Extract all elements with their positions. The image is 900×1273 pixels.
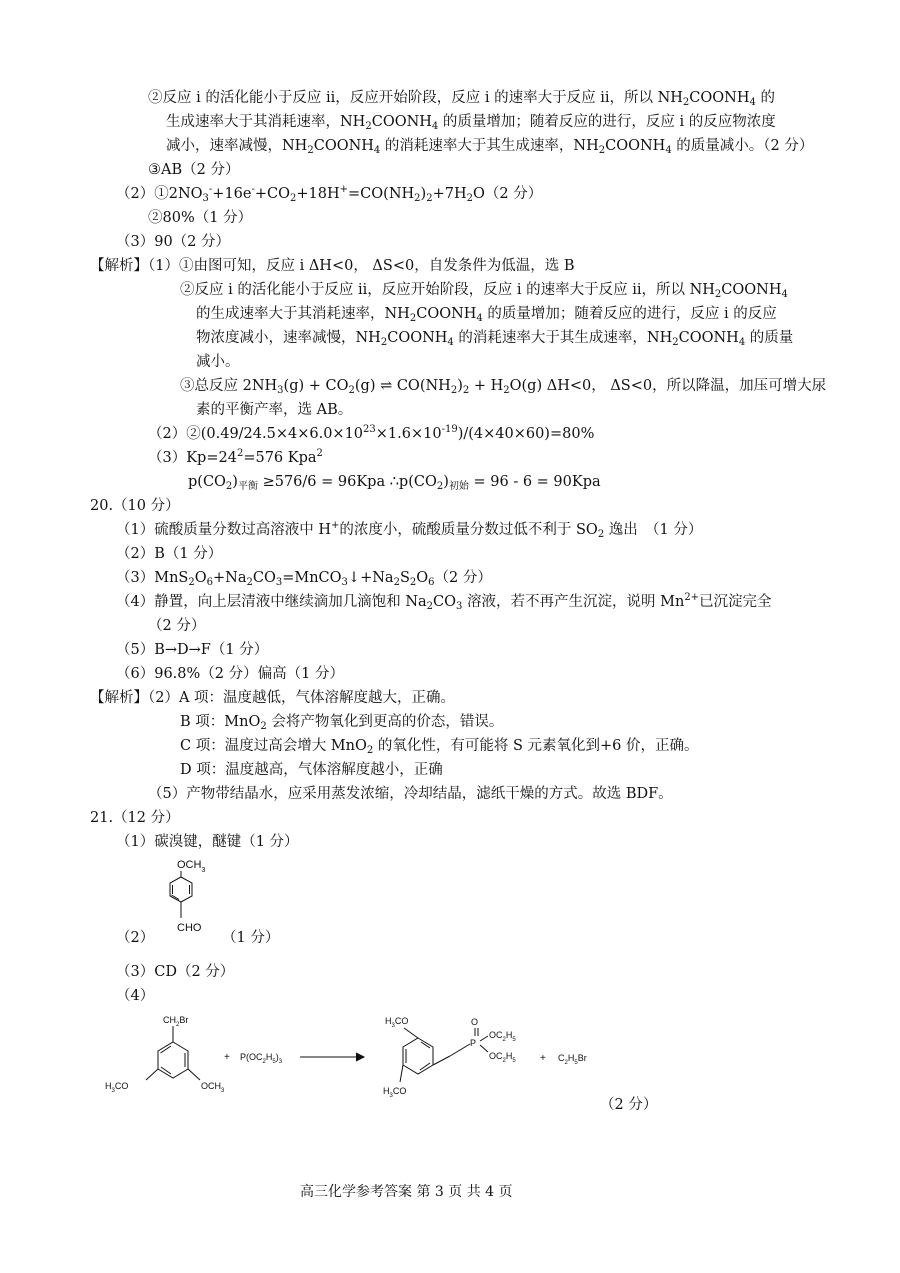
- text-line: 21.（12 分）: [90, 810, 180, 826]
- ethoxy-lower-label: $OC_2H_5$: [489, 1051, 516, 1064]
- text-line: $(2)①2NO_3^-+16e^-+CO_2+18H^+=CO(NH_2)_2+7H_2O(2$ 分）: [116, 184, 543, 204]
- text-line: （2 分）: [600, 1097, 658, 1113]
- benzyl-bromide-label: $CH_2Br$: [163, 1015, 189, 1028]
- product-methoxy-lower-label: $H_3CO$: [383, 1086, 407, 1099]
- text-line: 减小，速率减慢，$NH_2COONH_4$ 的消耗速率大于其生成速率，$NH_2COONH_4$ 的质量减小。（2 分）: [166, 138, 814, 156]
- text-line: （2）B（1 分）: [116, 546, 223, 562]
- ethyl-bromide-label: $C_2H_5Br$: [558, 1053, 587, 1066]
- text-line: （2）: [116, 930, 155, 946]
- text-line: $(2)②(0.49/24.5\times 4\times 6.0\times 10^{23}\times 1.6\times 10^{-19})/(4\times 40\times 60)=80\%$: [148, 424, 595, 442]
- reaction-scheme: [100, 1008, 600, 1114]
- plus-sign: +: [224, 1052, 230, 1063]
- text-line: （5）产物带结晶水，应采用蒸发浓缩，冷却结晶，滤纸干燥的方式。故选 BDF。: [148, 786, 673, 802]
- text-line: （1）碳溴键，醚键（1 分）: [116, 834, 299, 850]
- text-line: ③总反应 $2NH_3(g) + CO_2(g)$ ⇌ $CO(NH_2)_2 + H_2O(g)$ ΔH<0， ΔS<0，所以降温，加压可增大尿: [180, 378, 827, 396]
- triethyl-phosphite-label: $P(OC_2H_5)_3$: [240, 1052, 283, 1065]
- text-line: $p(CO_2)_{平衡} \ge 576/6 = 96Kpa$ $\therefore p(CO_2)_{初始} = 96 - 6 = 90Kpa$: [188, 474, 601, 492]
- text-line: 生成速率大于其消耗速率，$NH_2COONH_4$ 的质量增加；随着反应的进行，反应 i 的反应物浓度: [166, 114, 776, 132]
- text-line: （2 分）: [148, 618, 206, 634]
- text-line: 的生成速率大于其消耗速率，$NH_2COONH_4$ 的质量增加；随着反应的进行，反应 i 的反应: [196, 306, 777, 324]
- aldehyde-label: CHO: [177, 922, 202, 934]
- methoxy-label: $OCH_3$: [177, 859, 206, 874]
- phosphorus-label: P: [470, 1038, 477, 1048]
- text-line: （3）CD（2 分）: [116, 964, 235, 980]
- text-line: ③AB（2 分）: [148, 162, 240, 178]
- text-line: $(3)Kp=24^2=576$ Kpa$^2$: [148, 448, 323, 466]
- text-line: C 项：温度过高会增大 MnO$_2$ 的氧化性，有可能将 S 元素氧化到+6 价，正确。: [180, 738, 699, 756]
- text-line: （5）B→D→F（1 分）: [116, 642, 269, 658]
- text-line: （1 分）: [222, 930, 280, 946]
- methoxy-left-label: $H_3CO$: [105, 1081, 129, 1094]
- text-line: 减小。: [196, 354, 240, 370]
- page-footer: 高三化学参考答案 第 3 页 共 4 页: [300, 1184, 513, 1200]
- text-line: ②反应 i 的活化能小于反应 ii，反应开始阶段，反应 i 的速率大于反应 ii，所以 $NH_2COONH_4$ 的: [148, 90, 775, 108]
- text-line: $(3)MnS_2O_6+Na_2CO_3=MnCO_3↓+Na_2S_2O_6(2$ 分）: [116, 570, 492, 588]
- text-line: （3）90（2 分）: [116, 234, 231, 250]
- text-line: （6）96.8%（2 分）偏高（1 分）: [116, 666, 344, 682]
- text-line: D 项：温度越高，气体溶解度越小，正确: [180, 762, 443, 778]
- text-line: （4）静置，向上层清液中继续滴加几滴饱和 $Na_2CO_3$ 溶液，若不再产生沉淀，说明 $Mn^{2+}$已沉淀完全: [116, 592, 772, 612]
- text-line: 20.（10 分）: [90, 498, 180, 514]
- product-methoxy-upper-label: $H_3CO$: [385, 1016, 409, 1029]
- ethoxy-upper-label: $OC_2H_5$: [489, 1030, 516, 1043]
- text-line: 物浓度减小，速率减慢，$NH_2COONH_4$ 的消耗速率大于其生成速率，$NH_2COONH_4$ 的质量: [196, 330, 794, 348]
- text-line: ②反应 i 的活化能小于反应 ii，反应开始阶段，反应 i 的速率大于反应 ii，所以 $NH_2COONH_4$: [180, 282, 788, 300]
- text-line: B 项：MnO$_2$ 会将产物氧化到更高的价态，错误。: [180, 714, 504, 732]
- text-line: （1）硫酸质量分数过高溶液中 H+的浓度小，硫酸质量分数过低不利于 $SO_2$ 逸出 （1 分）: [116, 520, 703, 540]
- text-line: 【解析】（1）①由图可知，反应 i ΔH<0， ΔS<0，自发条件为低温，选 B: [90, 258, 575, 274]
- text-line: ②80%（1 分）: [148, 210, 253, 226]
- text-line: （4）: [116, 988, 155, 1004]
- methoxy-right-label: $OCH_3$: [201, 1081, 225, 1094]
- anisaldehyde-structure: [150, 852, 220, 938]
- plus-sign: +: [540, 1053, 546, 1064]
- text-line: 素的平衡产率，选 AB。: [196, 402, 353, 418]
- phosphoryl-oxygen-label: O: [471, 1017, 479, 1027]
- text-line: 【解析】（2）A 项：温度越低，气体溶解度越大，正确。: [90, 690, 456, 706]
